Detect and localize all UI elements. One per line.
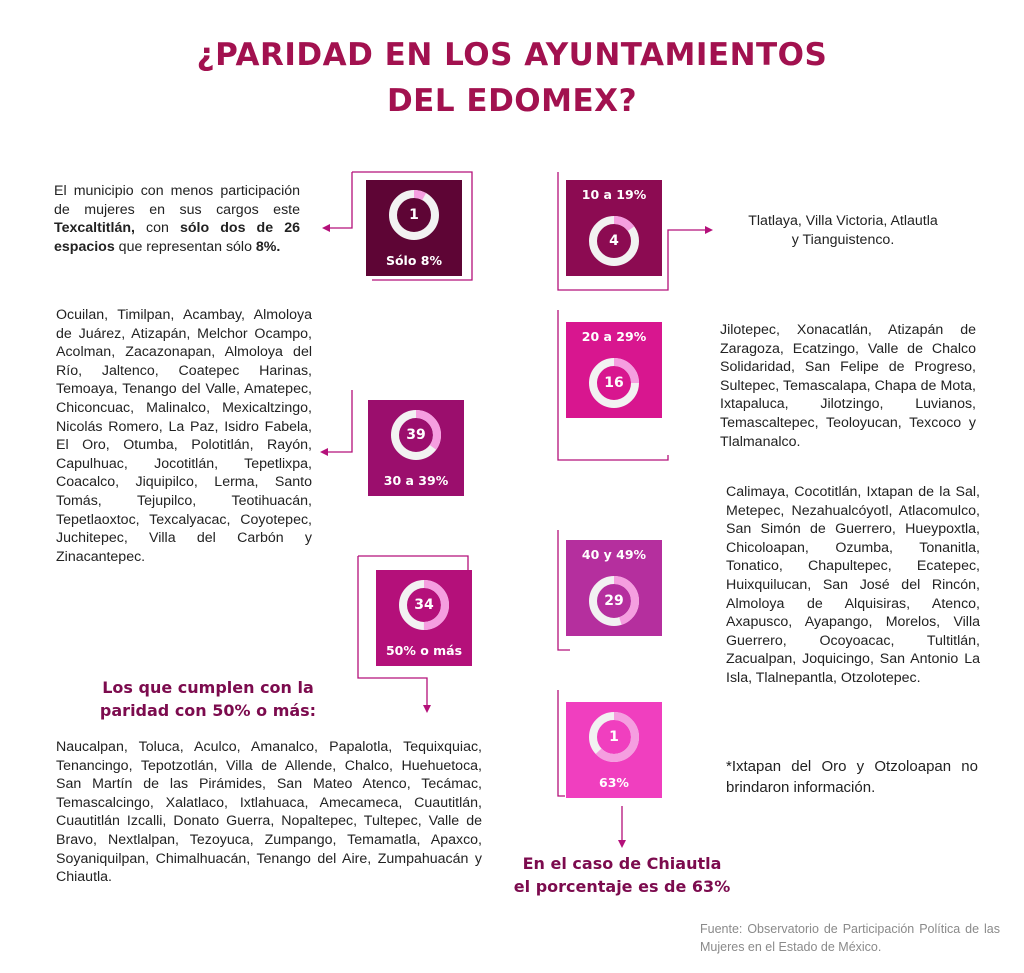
card-count: 34 [414, 597, 434, 613]
card-count: 1 [609, 729, 619, 745]
card-20-29-percent [566, 322, 662, 418]
donut-icon [586, 573, 642, 629]
connector-30-39 [326, 390, 352, 452]
list-40-49: Calimaya, Cocotitlán, Ixtapan de la Sal, Metepec, Nezahualcóyotl, Atlacomulco, San Simón de Guerrero, Hueypoxtla, Chicoloapan, Ozumba, Tonanitla, Tonatico, Chapultepec, Ecatepec, Huixquilucan, San José del Rincón, Almoloya de Alquisiras, Atenco, Axapusco, Ayapango, Morelos, Villa Guerrero, Ocoyoacac, Tultitlán, Zacualpan, Joquicingo, San Antonio La Isla, Tlalnepantla, Otzolotepec. [726, 484, 980, 686]
card-label: 63% [599, 775, 629, 790]
card-label: 40 y 49% [581, 547, 647, 562]
card-10-19-percent [566, 180, 662, 276]
card-label: 10 a 19% [581, 187, 647, 202]
card-label: 50% o más [385, 643, 463, 658]
card-count: 39 [406, 427, 426, 443]
source-note: Fuente: Observatorio de Participación Política de las Mujeres en el Estado de México. [700, 922, 1000, 954]
min-participation-text: El municipio con menos participación de mujeres en sus cargos este Texcaltitlán, con sólo dos de 26 espacios que representan sólo 8%. [54, 183, 300, 255]
donut-icon [388, 407, 444, 463]
list-50: Naucalpan, Toluca, Aculco, Amanalco, Papalotla, Tequixquiac, Tenancingo, Tepotzotlán, Villa de Allende, Chalco, Huehuetoca, San Martín de las Pirámides, San Mateo Atenco, Tecámac, Temascalcingo, Xalatlaco, Ixtlahuaca, Amecameca, Cuautitlán, Cuautitlán Izcalli, Donato Guerra, Nopaltepec, Tultepec, Valle de Bravo, Nextlalpan, Tezoyuca, Zumpango, Temamatla, Apaxco, Soyaniquilpan, Chimalhuacán, Tenango del Aire, Zumpahuacán y Chiautla. [56, 739, 482, 886]
card-label: Sólo 8% [385, 253, 443, 268]
card-count: 29 [604, 593, 624, 609]
donut-icon [586, 709, 642, 765]
card-count: 4 [609, 233, 619, 249]
list-20-29: Jilotepec, Xonacatlán, Atizapán de Zaragoza, Ecatzingo, Valle de Chalco Solidaridad, San Felipe de Progreso, Sultepec, Temascalapa, Chapa de Mota, Ixtapaluca, Jilotzingo, Luvianos, Temascaltepec, Teoloyucan, Texcoco y Tlalmanalco. [720, 322, 976, 450]
page-title-line-1: ¿PARIDAD EN LOS AYUNTAMIENTOS [196, 37, 828, 73]
note-no-info: *Ixtapan del Oro y Otzoloapan no brindaron información. [726, 758, 978, 796]
list-10-19: Tlatlaya, Villa Victoria, Atlautla y Tianguistenco. [748, 213, 938, 248]
caption-chiautla: En el caso de Chiautla el porcentaje es de 63% [513, 854, 731, 896]
card-30-39-percent [368, 400, 464, 496]
caption-parity: Los que cumplen con la paridad con 50% o más: [99, 678, 317, 720]
card-8-percent [366, 180, 462, 276]
donut-icon [586, 355, 642, 411]
card-63-percent [566, 702, 662, 798]
list-30-39: Ocuilan, Timilpan, Acambay, Almoloya de Juárez, Atizapán, Melchor Ocampo, Acolman, Zacazonapan, Almoloya del Río, Jaltenco, Coatepec Harinas, Temoaya, Tenango del Valle, Amatepec, Chiconcuac, Malinalco, Mexicaltzingo, Nicolás Romero, La Paz, Isidro Fabela, El Oro, Otumba, Polotitlán, Rayón, Capulhuac, Jocotitlán, Tepetlixpa, Coacalco, Jiquipilco, Lerma, Santo Tomás, Tejupilco, Teotihuacán, Tepetlaoxtoc, Texcalyacac, Coyotepec, Juchitepec, Villa del Carbón y Zinacantepec. [56, 307, 312, 565]
card-label: 20 a 29% [581, 329, 647, 344]
donut-icon [386, 187, 442, 243]
page-title-line-2: DEL EDOMEX? [386, 83, 638, 119]
card-count: 16 [604, 375, 624, 391]
donut-icon [586, 213, 642, 269]
card-label: 30 a 39% [383, 473, 449, 488]
donut-icon [396, 577, 452, 633]
card-count: 1 [409, 207, 419, 223]
card-40-49-percent [566, 540, 662, 636]
card-50-percent [376, 570, 472, 666]
